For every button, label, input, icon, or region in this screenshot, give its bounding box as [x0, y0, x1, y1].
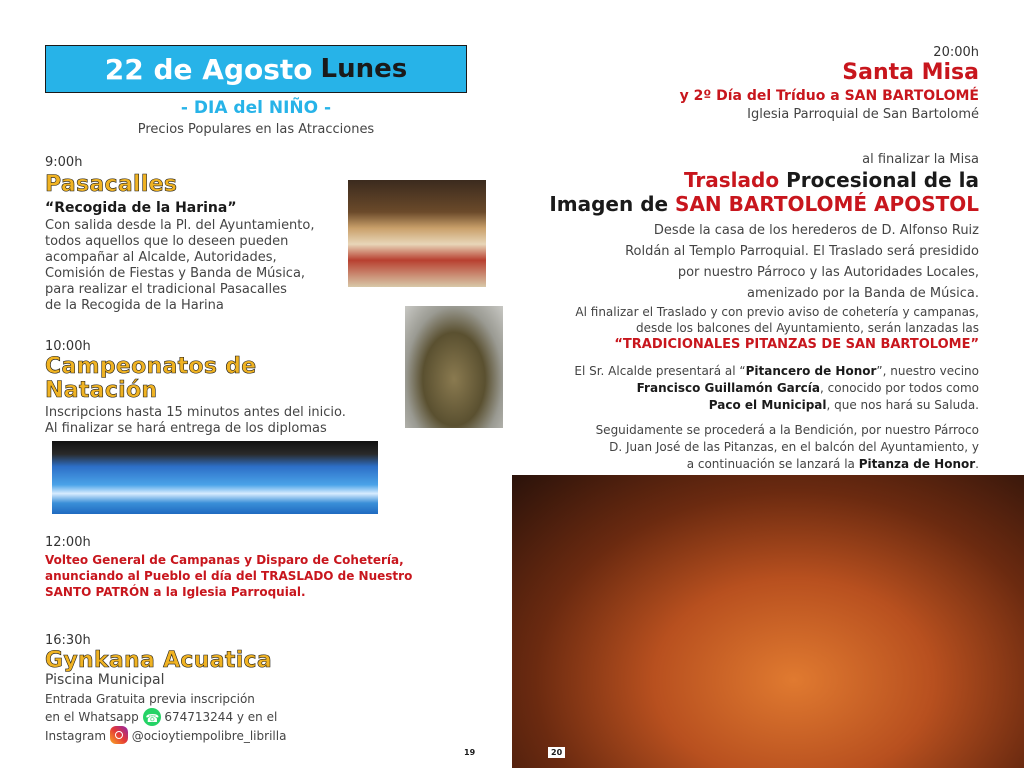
- description-line: de la Recogida de la Harina: [45, 298, 224, 313]
- date-header: [45, 45, 467, 93]
- description-line: [574, 363, 979, 380]
- event-description: [45, 218, 345, 314]
- traslado-title-line: [549, 168, 979, 192]
- misa-subtitle: [680, 88, 979, 104]
- description-line: Inscripcions hasta 15 minutos antes del inicio.: [45, 405, 346, 420]
- text-part: .: [975, 457, 979, 471]
- misa-title: Santa Misa: [842, 60, 979, 85]
- description-line: Entrada Gratuita previa inscripción: [45, 692, 255, 706]
- description-line: [45, 727, 286, 746]
- pitanza-honor: Pitanza de Honor: [858, 457, 976, 471]
- description-line: SANTO PATRÓN a la Iglesia Parroquial.: [45, 585, 306, 599]
- traslado-title-line: [549, 192, 979, 216]
- imagen-word: Imagen de: [549, 192, 669, 216]
- misa-subtitle-name: SAN BARTOLOMÉ: [844, 88, 979, 104]
- whatsapp-label: en el Whatsapp: [45, 710, 139, 724]
- harina-photo: [348, 180, 486, 287]
- description-line: Al finalizar el Traslado y con previo aviso de cohetería y campanas,: [575, 305, 979, 319]
- description-line: Volteo General de Campanas y Disparo de Cohetería,: [45, 553, 404, 567]
- title-line: Campeonatos de: [45, 354, 257, 379]
- description-line: anunciando al Pueblo el día del TRASLADO de Nuestro: [45, 569, 413, 583]
- description-line: [574, 380, 979, 397]
- text-part: El Sr. Alcalde presentará al “: [574, 364, 746, 378]
- description-line: por nuestro Párroco y las Autoridades Locales,: [677, 265, 979, 280]
- description-line: Seguidamente se procederá a la Bendición, por nuestro Párroco: [595, 423, 979, 437]
- traslado-word: Traslado: [683, 168, 780, 192]
- text-part: , que nos hará su Saluda.: [826, 398, 979, 412]
- bell-photo: [405, 306, 503, 428]
- dia-nino-title: - DIA del NIÑO -: [180, 98, 332, 118]
- event-time: 12:00h: [45, 535, 91, 550]
- date-text: 22 de Agosto: [104, 52, 313, 86]
- description-line: D. Juan José de las Pitanzas, en el balcón del Ayuntamiento, y: [609, 440, 979, 454]
- event-description: [45, 405, 405, 437]
- description-line: Roldán al Templo Parroquial. El Traslado será presidido: [625, 244, 979, 259]
- misa-time: 20:00h: [933, 45, 979, 60]
- saint-name: SAN BARTOLOMÉ APOSTOL: [675, 192, 979, 216]
- instagram-label: Instagram: [45, 728, 107, 743]
- procesional-words: Procesional de la: [786, 168, 979, 192]
- text-part: a continuación se lanzará la: [686, 457, 859, 471]
- event-title: [45, 355, 256, 403]
- text-part: ”, nuestro vecino: [876, 364, 979, 378]
- crowd-photo: [512, 475, 1024, 768]
- event-description: [45, 552, 412, 600]
- text-part: , conocido por todos como: [820, 381, 979, 395]
- event-subtitle: “Recogida de la Harina”: [45, 200, 237, 216]
- description-line: todos aquellos que lo deseen pueden: [45, 234, 289, 249]
- pitanzas-description: [575, 304, 979, 336]
- event-title: Pasacalles: [45, 172, 178, 197]
- title-line: Natación: [45, 378, 158, 403]
- description-line: acompañar al Alcalde, Autoridades,: [45, 250, 277, 265]
- description-line: Desde la casa de los herederos de D. Alfonso Ruiz: [653, 223, 979, 238]
- pitancero-name: Francisco Guillamón García: [636, 381, 821, 395]
- misa-place: Iglesia Parroquial de San Bartolomé: [747, 107, 979, 122]
- event-title: Gynkana Acuatica: [45, 648, 273, 673]
- pitanzas-highlight: “TRADICIONALES PITANZAS DE SAN BARTOLOME”: [614, 337, 979, 352]
- precios-note: Precios Populares en las Atracciones: [137, 122, 375, 137]
- pitancero-description: [574, 363, 979, 414]
- whatsapp-icon: [143, 708, 161, 726]
- page-number: 19: [464, 748, 476, 757]
- instagram-handle: @ocioytiempolibre_librilla: [131, 728, 287, 743]
- event-time: 16:30h: [45, 633, 91, 648]
- traslado-intro: al finalizar la Misa: [862, 152, 979, 167]
- traslado-title: [549, 168, 979, 216]
- pitancero-title: Pitancero de Honor: [745, 364, 877, 378]
- phone-number: 674713244 y en el: [164, 710, 278, 724]
- pitancero-nickname: Paco el Municipal: [708, 398, 827, 412]
- event-time: 9:00h: [45, 155, 83, 170]
- description-line: para realizar el tradicional Pasacalles: [45, 282, 287, 297]
- page-number: 20: [548, 747, 565, 758]
- event-time: 10:00h: [45, 339, 91, 354]
- description-line: amenizado por la Banda de Música.: [747, 286, 979, 301]
- misa-subtitle-pre: y 2º Día del Tríduo a: [679, 88, 845, 104]
- traslado-description: [625, 220, 979, 304]
- description-line: desde los balcones del Ayuntamiento, serán lanzadas las: [636, 321, 979, 335]
- instagram-icon: [110, 726, 128, 744]
- weekday-text: Lunes: [320, 54, 408, 84]
- description-line: Al finalizar se hará entrega de los diplomas: [45, 421, 327, 436]
- description-line: Con salida desde la Pl. del Ayuntamiento,: [45, 218, 315, 233]
- description-line: [574, 397, 979, 414]
- description-line: [596, 456, 979, 473]
- bendicion-description: [596, 422, 979, 473]
- description-line: Comisión de Fiestas y Banda de Música,: [45, 266, 306, 281]
- event-description: [45, 690, 286, 745]
- description-line: [45, 708, 286, 727]
- event-place: Piscina Municipal: [45, 672, 165, 688]
- pool-photo: [52, 441, 378, 514]
